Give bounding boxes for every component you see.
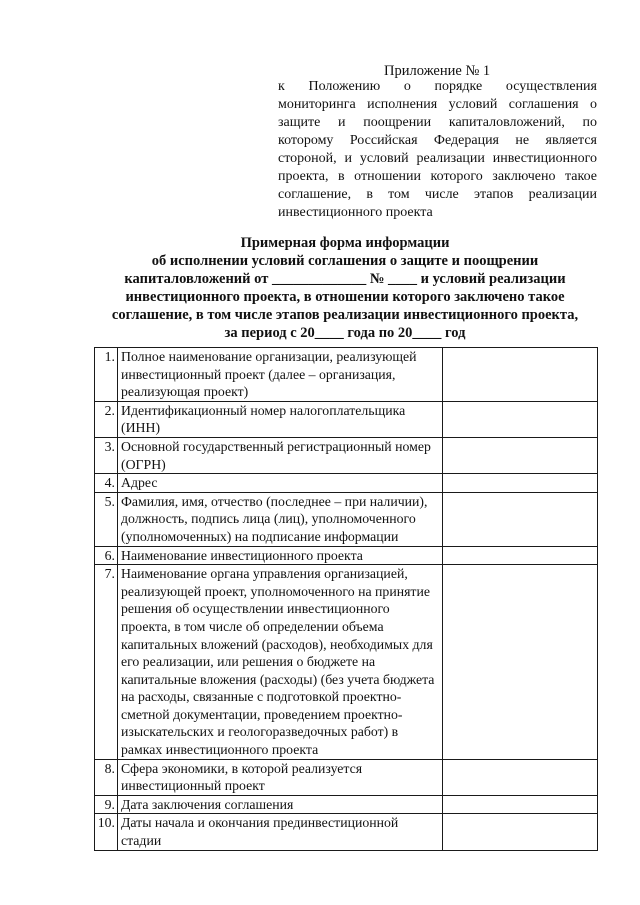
table-row bbox=[95, 492, 598, 546]
row-value[interactable] bbox=[443, 437, 598, 473]
row-label: Наименование инвестиционного проекта bbox=[117, 546, 442, 565]
row-number: 6. bbox=[95, 546, 118, 565]
row-number: 1. bbox=[95, 348, 118, 402]
table-row bbox=[95, 814, 598, 850]
form-title-line: капиталовложений от _____________ № ____ и условий реализации bbox=[124, 271, 566, 287]
appendix-title: Приложение № 1 bbox=[384, 63, 491, 79]
row-value[interactable] bbox=[443, 814, 598, 850]
row-number: 5. bbox=[95, 492, 118, 546]
form-title-line: об исполнении условий соглашения о защите и поощрении bbox=[151, 253, 539, 269]
table-row bbox=[95, 546, 598, 565]
row-number: 9. bbox=[95, 795, 118, 814]
form-title-line: Примерная форма информации bbox=[240, 235, 450, 251]
row-number: 4. bbox=[95, 474, 118, 493]
row-value[interactable] bbox=[443, 546, 598, 565]
row-label: Даты начала и окончания прединвестиционной стадии bbox=[117, 814, 442, 850]
row-number: 8. bbox=[95, 759, 118, 795]
table-row bbox=[95, 401, 598, 437]
row-label: Сфера экономики, в которой реализуется инвестиционный проект bbox=[117, 759, 442, 795]
appendix-reference-text: к Положению о порядке осуществления мониторинга исполнения условий соглашения о защите и поощрении капиталовложений, по которому Российская Федерация не является стороной, и условий реализации инвестиционного проекта, в отношении которого заключено такое соглашение, в том числе этапов реализации инвестиционного проекта bbox=[278, 79, 597, 220]
row-value[interactable] bbox=[443, 565, 598, 760]
row-label: Основной государственный регистрационный номер (ОГРН) bbox=[117, 437, 442, 473]
row-number: 3. bbox=[95, 437, 118, 473]
row-number: 7. bbox=[95, 565, 118, 760]
table-row bbox=[95, 759, 598, 795]
table-row bbox=[95, 474, 598, 493]
form-title-line: инвестиционного проекта, в отношении которого заключено такое bbox=[125, 289, 565, 305]
form-title-line: за период с 20____ года по 20____ год bbox=[224, 325, 466, 341]
row-number: 2. bbox=[95, 401, 118, 437]
row-value[interactable] bbox=[443, 759, 598, 795]
row-label: Полное наименование организации, реализующей инвестиционный проект (далее – организация, реализующая проект) bbox=[117, 348, 442, 402]
row-label: Наименование органа управления организацией, реализующей проект, уполномоченного на принятие решения об осуществлении инвестиционного проекта, в том числе об определении объема капитальных вложений (расходов), необходимых для его реализации, или решения о бюджете на капитальные вложения (расходы) (без учета бюджета на расходы, связанные с подготовкой проектно-сметной документации, проведением проектно-изыскательских и геологоразведочных работ) в рамках инвестиционного проекта bbox=[117, 565, 442, 760]
row-number: 10. bbox=[95, 814, 118, 850]
form-title bbox=[90, 234, 600, 342]
information-table bbox=[94, 347, 598, 851]
table-row bbox=[95, 795, 598, 814]
row-value[interactable] bbox=[443, 795, 598, 814]
table-row bbox=[95, 565, 598, 760]
table-row bbox=[95, 437, 598, 473]
row-value[interactable] bbox=[443, 348, 598, 402]
form-title-line: соглашение, в том числе этапов реализации инвестиционного проекта, bbox=[111, 307, 579, 323]
row-label: Идентификационный номер налогоплательщика (ИНН) bbox=[117, 401, 442, 437]
row-value[interactable] bbox=[443, 474, 598, 493]
row-label: Дата заключения соглашения bbox=[117, 795, 442, 814]
row-label: Фамилия, имя, отчество (последнее – при наличии), должность, подпись лица (лиц), уполномоченного (уполномоченных) на подписание информации bbox=[117, 492, 442, 546]
row-value[interactable] bbox=[443, 401, 598, 437]
table-row bbox=[95, 348, 598, 402]
row-label: Адрес bbox=[117, 474, 442, 493]
row-value[interactable] bbox=[443, 492, 598, 546]
